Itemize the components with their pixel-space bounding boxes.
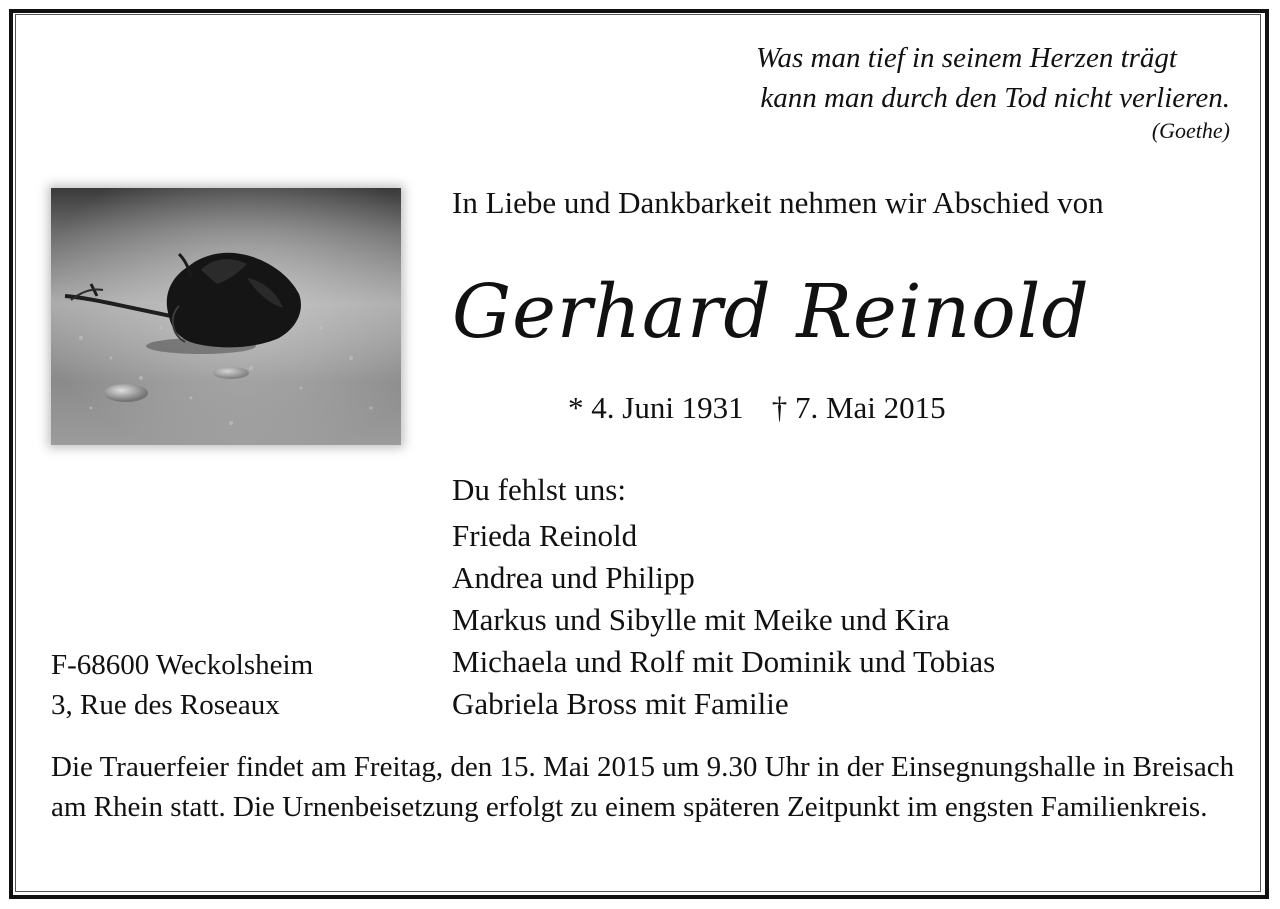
mourner-name: Michaela und Rolf mit Dominik und Tobias	[452, 644, 996, 679]
ceremony-info: Die Trauerfeier findet am Freitag, den 15. Mai 2015 um 9.30 Uhr in der Einsegnungshalle in Breisach am Rhein statt. Die Urnenbeisetzung erfolgt zu einem späteren Zeitpunkt im engsten Familienkreis.	[51, 751, 1235, 823]
life-dates	[568, 388, 946, 428]
quote-author: (Goethe)	[1151, 118, 1230, 143]
mourner-name: Gabriela Bross mit Familie	[452, 686, 789, 721]
intro-text: In Liebe und Dankbarkeit nehmen wir Abschied von	[452, 185, 1104, 220]
deceased-name: Gerhard Reinold	[452, 269, 1090, 355]
address-block	[51, 645, 313, 725]
mourner-name: Markus und Sibylle mit Meike und Kira	[452, 602, 950, 637]
mourners-list	[452, 515, 995, 725]
birth-date: * 4. Juni 1931	[568, 390, 744, 425]
quote-line-1: Was man tief in seinem Herzen trägt	[755, 42, 1177, 74]
quote-line-2: kann man durch den Tod nicht verlieren.	[760, 82, 1230, 114]
address-city: F-68600 Weckolsheim	[51, 649, 314, 681]
death-date: † 7. Mai 2015	[771, 390, 946, 425]
mourner-name: Andrea und Philipp	[452, 560, 695, 595]
rose-photo	[51, 188, 401, 445]
mourners-heading: Du fehlst uns:	[452, 472, 626, 507]
rose-image	[51, 188, 401, 445]
goethe-quote	[756, 38, 1230, 146]
mourner-name: Frieda Reinold	[452, 518, 638, 553]
address-street: 3, Rue des Roseaux	[51, 689, 280, 721]
